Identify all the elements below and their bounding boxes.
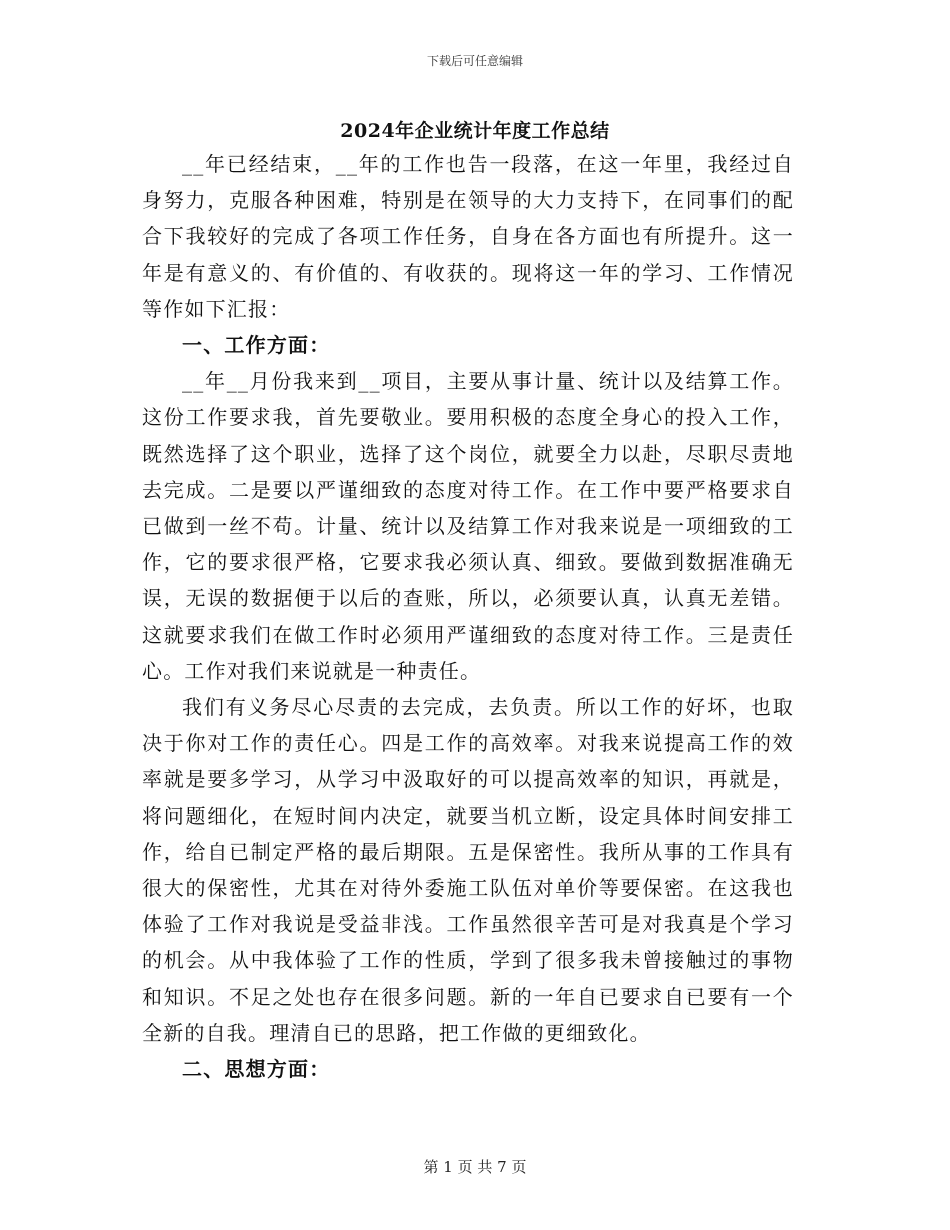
page-header: 下载后可任意编辑 (426, 54, 523, 68)
section-heading-work: 一、工作方面： (182, 333, 331, 358)
work-paragraph-1: __年__月份我来到__项目，主要从事计量、统计以及结算工作。这份工作要求我，首先要敬业。要用积极的态度全身心的投入工作，既然选择了这个职业，选择了这个岗位，就要全力以赴，尽职尽责地去完成。二是要以严谨细致的态度对待工作。在工作中要严格要求自已做到一丝不苟。计量、统计以及结算工作对我来说是一项细致的工作，它的要求很严格，它要求我必须认真、细致。要做到数据准确无误，无误的数据便于以后的查账，所以，必须要认真，认真无差错。这就要求我们在做工作时必须用严谨细致的态度对待工作。三是责任心。工作对我们来说就是一种责任。 (142, 369, 794, 683)
document-body (142, 146, 794, 1087)
work-paragraph-2: 我们有义务尽心尽责的去完成，去负责。所以工作的好坏，也取决于你对工作的责任心。四是工作的高效率。对我来说提高工作的效率就是要多学习，从学习中汲取好的可以提高效率的知识，再就是，将问题细化，在短时间内决定，就要当机立断，设定具体时间安排工作，给自已制定严格的最后期限。五是保密性。我所从事的工作具有很大的保密性，尤其在对待外委施工队伍对单价等要保密。在这我也体验了工作对我说是受益非浅。工作虽然很辛苦可是对我真是个学习的机会。从中我体验了工作的性质，学到了很多我未曾接触过的事物和知识。不足之处也存在很多问题。新的一年自已要求自已要有一个全新的自我。理清自已的思路，把工作做的更细致化。 (142, 695, 794, 1045)
page-number: 第 1 页 共 7 页 (423, 1158, 527, 1176)
document-title: 2024年企业统计年度工作总结 (340, 120, 610, 142)
intro-paragraph: __年已经结束，__年的工作也告一段落，在这一年里，我经过自身努力，克服各种困难，特别是在领导的大力支持下，在同事们的配合下我较好的完成了各项工作任务，自身在各方面也有所提升。这一年是有意义的、有价值的、有收获的。现将这一年的学习、工作情况等作如下汇报： (142, 152, 794, 321)
section-heading-thought: 二、思想方面： (182, 1057, 331, 1082)
